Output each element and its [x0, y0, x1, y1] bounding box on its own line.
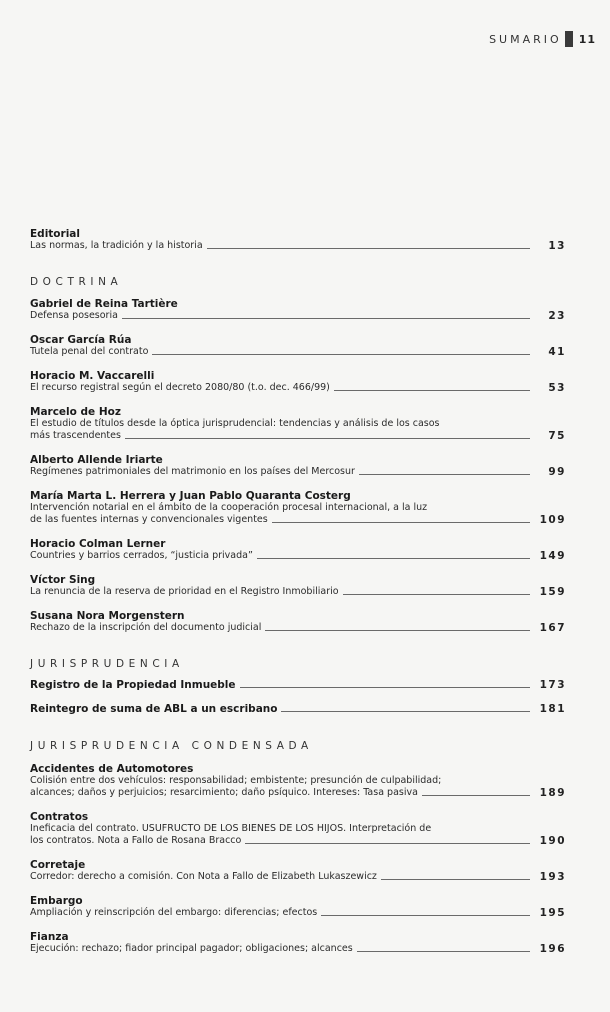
entry-summary: Colisión entre dos vehículos: responsabilidad; embistente; presunción de culpabilidad; — [30, 775, 442, 786]
entry-author: Víctor Sing — [30, 574, 96, 586]
entry-line — [30, 586, 566, 598]
section-heading-doctrina: DOCTRINA — [30, 276, 123, 288]
entry-line — [30, 466, 566, 478]
entry-line — [30, 310, 566, 322]
entry-title-continued: más trascendentes — [30, 430, 121, 441]
page-number: 109 — [539, 514, 566, 526]
entry-topic: Contratos — [30, 811, 89, 823]
running-head — [489, 31, 596, 47]
page-number: 196 — [539, 943, 566, 955]
toc-entry[interactable] — [30, 610, 566, 634]
entry-author: Susana Nora Morgenstern — [30, 610, 185, 622]
entry-title: Defensa posesoria — [30, 310, 118, 321]
leader-line — [265, 630, 530, 631]
entry-line — [30, 787, 566, 799]
entry-line — [30, 703, 566, 715]
entry-title: Registro de la Propiedad Inmueble — [30, 679, 236, 691]
page-number: 75 — [548, 430, 566, 442]
toc-entry[interactable] — [30, 895, 566, 919]
leader-line — [334, 390, 530, 391]
entry-author: María Marta L. Herrera y Juan Pablo Quaranta Costerg — [30, 490, 351, 502]
toc-entry[interactable] — [30, 574, 566, 598]
toc-entry[interactable] — [30, 859, 566, 883]
entry-title: Intervención notarial en el ámbito de la cooperación procesal internacional, a la luz — [30, 502, 428, 513]
entry-summary: Corredor: derecho a comisión. Con Nota a Fallo de Elizabeth Lukaszewicz — [30, 871, 377, 882]
toc-entry[interactable] — [30, 334, 566, 358]
leader-line — [357, 951, 530, 952]
entry-title: El estudio de títulos desde la óptica jurisprudencial: tendencias y análisis de los casos — [30, 418, 440, 429]
leader-line — [272, 522, 530, 523]
page-number: 53 — [548, 382, 566, 394]
page-number: 193 — [539, 871, 566, 883]
entry-summary-continued: alcances; daños y perjuicios; resarcimiento; daño psíquico. Intereses: Tasa pasiva — [30, 787, 418, 798]
entry-line — [30, 823, 566, 835]
entry-title: Regímenes patrimoniales del matrimonio en los países del Mercosur — [30, 466, 355, 477]
toc-entry[interactable] — [30, 538, 566, 562]
section-heading-condensada: JURISPRUDENCIA CONDENSADA — [30, 740, 313, 752]
entry-author: Alberto Allende Iriarte — [30, 454, 163, 466]
entry-line — [30, 907, 566, 919]
entry-title: El recurso registral según el decreto 2080/80 (t.o. dec. 466/99) — [30, 382, 330, 393]
entry-line — [30, 871, 566, 883]
running-head-bar — [565, 31, 573, 47]
entry-line — [30, 346, 566, 358]
entry-line — [30, 502, 566, 514]
running-head-label: SUMARIO — [489, 32, 562, 46]
entry-line — [30, 430, 566, 442]
toc-entry[interactable] — [30, 406, 566, 442]
leader-line — [207, 248, 530, 249]
jurisprudencia-list — [30, 679, 566, 715]
entry-topic: Embargo — [30, 895, 83, 907]
toc-entry-editorial[interactable] — [30, 228, 566, 252]
entry-line — [30, 514, 566, 526]
toc-entry[interactable] — [30, 703, 566, 715]
page-number: 23 — [548, 310, 566, 322]
toc-entry[interactable] — [30, 679, 566, 691]
entry-author: Gabriel de Reina Tartière — [30, 298, 178, 310]
page-number: 149 — [539, 550, 566, 562]
section-heading-jurisprudencia: JURISPRUDENCIA — [30, 658, 184, 670]
entry-topic: Corretaje — [30, 859, 86, 871]
toc-entry[interactable] — [30, 490, 566, 526]
entry-line — [30, 382, 566, 394]
toc-entry[interactable] — [30, 454, 566, 478]
page-number: 181 — [539, 703, 566, 715]
editorial-line — [30, 240, 566, 252]
toc-entry[interactable] — [30, 370, 566, 394]
leader-line — [343, 594, 530, 595]
leader-line — [125, 438, 530, 439]
page-number: 195 — [539, 907, 566, 919]
entry-summary: Ineficacia del contrato. USUFRUCTO DE LOS BIENES DE LOS HIJOS. Interpretación de — [30, 823, 432, 834]
running-head-page-number: 11 — [578, 32, 596, 46]
table-of-contents — [30, 228, 566, 955]
leader-line — [422, 795, 530, 796]
entry-title: Rechazo de la inscripción del documento judicial — [30, 622, 262, 633]
toc-entry[interactable] — [30, 763, 566, 799]
leader-line — [122, 318, 530, 319]
page-number: 99 — [548, 466, 566, 478]
leader-line — [240, 687, 530, 688]
leader-line — [321, 915, 530, 916]
entry-line — [30, 943, 566, 955]
entry-title: Tutela penal del contrato — [30, 346, 149, 357]
entry-title: Countries y barrios cerrados, “justicia privada” — [30, 550, 253, 561]
page-number: 189 — [539, 787, 566, 799]
entry-title: Reintegro de suma de ABL a un escribano — [30, 703, 278, 715]
page-number: 159 — [539, 586, 566, 598]
doctrina-list — [30, 298, 566, 634]
toc-entry[interactable] — [30, 931, 566, 955]
editorial-title: Editorial — [30, 228, 80, 240]
entry-author: Horacio M. Vaccarelli — [30, 370, 155, 382]
leader-line — [257, 558, 530, 559]
leader-line — [245, 843, 530, 844]
entry-line — [30, 550, 566, 562]
page-number: 41 — [548, 346, 566, 358]
entry-topic: Accidentes de Automotores — [30, 763, 194, 775]
toc-entry[interactable] — [30, 811, 566, 847]
entry-author: Oscar García Rúa — [30, 334, 132, 346]
page-number: 13 — [548, 240, 566, 252]
entry-line — [30, 835, 566, 847]
leader-line — [152, 354, 530, 355]
entry-title-continued: de las fuentes internas y convencionales vigentes — [30, 514, 268, 525]
toc-entry[interactable] — [30, 298, 566, 322]
leader-line — [381, 879, 530, 880]
entry-summary: Ampliación y reinscripción del embargo: diferencias; efectos — [30, 907, 318, 918]
page-number: 173 — [539, 679, 566, 691]
entry-summary: Ejecución: rechazo; fiador principal pagador; obligaciones; alcances — [30, 943, 353, 954]
page-number: 167 — [539, 622, 566, 634]
condensada-list — [30, 763, 566, 955]
entry-author: Horacio Colman Lerner — [30, 538, 166, 550]
entry-summary-continued: los contratos. Nota a Fallo de Rosana Bracco — [30, 835, 242, 846]
entry-topic: Fianza — [30, 931, 69, 943]
entry-line — [30, 418, 566, 430]
entry-line — [30, 622, 566, 634]
leader-line — [281, 711, 530, 712]
entry-line — [30, 679, 566, 691]
editorial-text: Las normas, la tradición y la historia — [30, 240, 203, 251]
entry-line — [30, 775, 566, 787]
entry-title: La renuncia de la reserva de prioridad en el Registro Inmobiliario — [30, 586, 339, 597]
entry-author: Marcelo de Hoz — [30, 406, 121, 418]
leader-line — [359, 474, 530, 475]
page-number: 190 — [539, 835, 566, 847]
